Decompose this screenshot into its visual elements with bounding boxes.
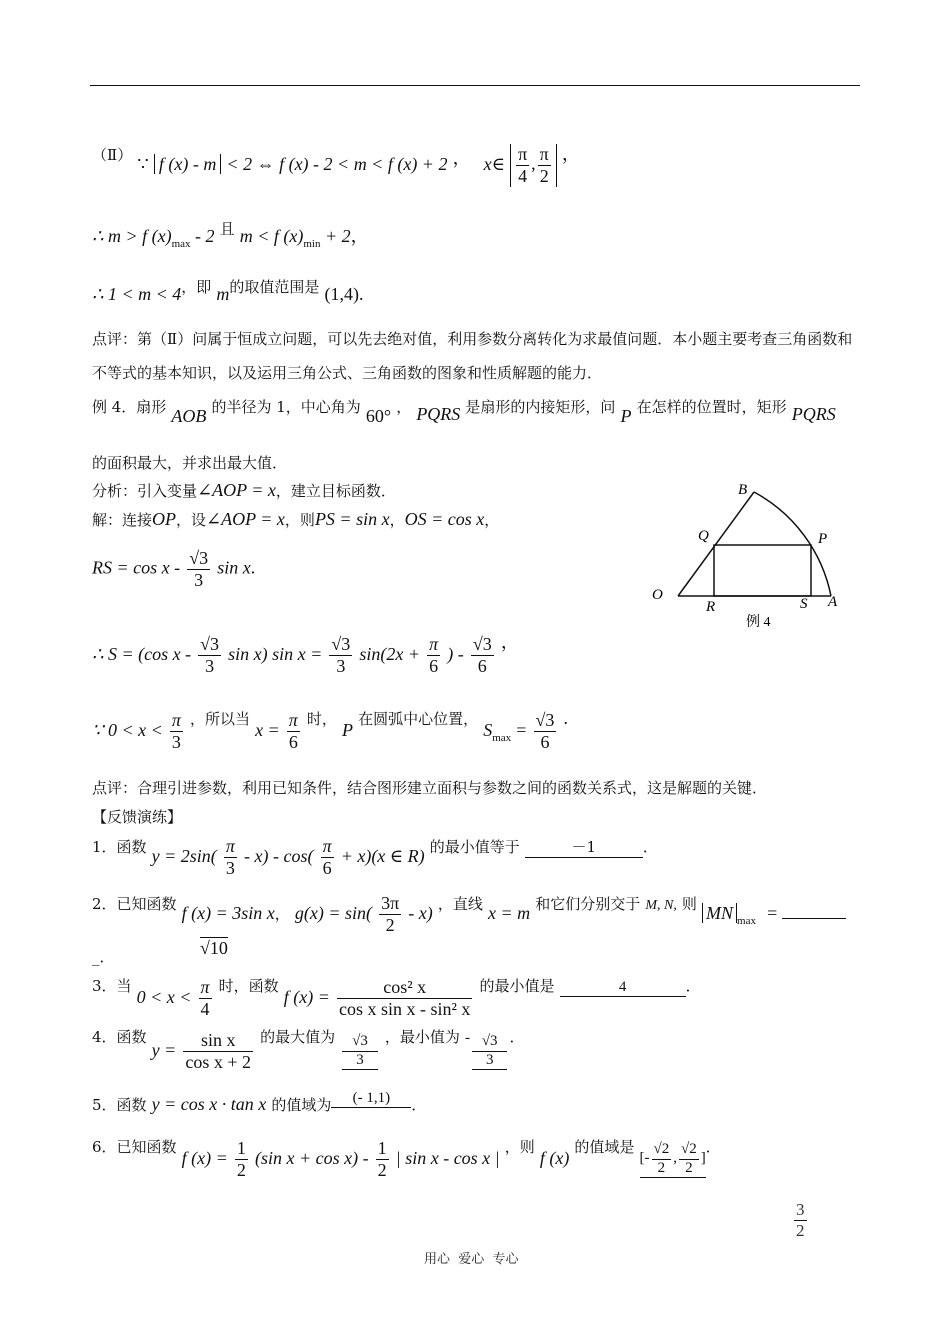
exercise-2: 2．已知函数 f (x) = 3sin x， g(x) = sin( $\frac{3\pi}{2}$ - x) ，直线 x = m 和它们分别交于 M, N, 则 MN $_{max}$ = — [92, 893, 846, 936]
part2-line2: ∴ m > f $(x)_{max} - 2$ 且 m < f $(x)_{min} + 2$， — [92, 220, 369, 250]
comment-2: 点评：合理引进参数，利用已知条件，结合图形建立面积与参数之间的函数关系式，这是解题的关键． — [92, 779, 768, 797]
ex4-analysis: 分析：引入变量∠AOP = x，建立目标函数． — [92, 480, 396, 500]
ex4-because: ∵ 0 < x < $\frac{\pi}{3}$ ，所以当 x = $\frac{\pi}{6}$ 时， P 在圆弧中心位置， $S_{max}$ = $\frac{√3}{6}$ . — [92, 708, 569, 752]
label-R: R — [706, 599, 716, 615]
domain-interval: $\frac{\pi}{4}$ , $\frac{\pi}{2}$ — [510, 144, 557, 186]
ex4-line2: 的面积最大，并求出最大值． — [92, 454, 288, 472]
feedback-title: 【反馈演练】 — [92, 808, 183, 826]
sector-figure — [640, 475, 850, 635]
footer-text: 用心 爱心 专心 — [424, 1252, 519, 1267]
part2-line3: ∴ 1 < m < 4，即 m的取值范围是 (1,4). — [92, 278, 364, 304]
header-rule — [90, 85, 860, 86]
radius-ob — [678, 492, 754, 596]
rs-formula: RS = cos x - $\frac{√3}{3}$ sin x. — [92, 548, 256, 590]
part-label: （Ⅱ） — [92, 146, 133, 164]
answer-4-max: $\frac{√3}{3}$ — [342, 1033, 378, 1070]
label-O: O — [652, 587, 663, 603]
exercise-5: 5．函数 y = cos x · tan x 的值域为 (- 1,1) ． — [92, 1090, 427, 1114]
figure-caption: 例 4 — [746, 615, 771, 630]
rectangle-pqrs — [714, 545, 811, 596]
answer-3: 4 — [560, 979, 686, 997]
exercise-2-tail: _． — [92, 948, 115, 966]
ex4-solution: 解：连接OP，设∠AOP = x，则PS = sin x，OS = cos x， — [92, 509, 500, 529]
because-symbol: ∵ — [137, 154, 149, 174]
answer-5: (- 1,1) — [331, 1090, 411, 1108]
answer-2: √10 — [200, 938, 228, 958]
abs-expression: f (x) - m — [154, 154, 221, 174]
ex4-line1: 例 4．扇形 AOB 的半径为 1，中心角为 60° ， PQRS 是扇形的内接矩形，问 P 在怎样的位置时，矩形 PQRS — [92, 398, 836, 426]
label-Q: Q — [698, 528, 709, 544]
label-S: S — [800, 596, 808, 612]
answer-1: －1 — [525, 836, 643, 858]
exercise-6: 6．已知函数 f (x) = $\frac{1}{2}$ (sin x + cos x) - $\frac{1}{2}$ | sin x - cos x | ，则 f (x) 的值域是 [- $\frac{√2}{2}$ , $\frac{√2}{2}$ ]． — [92, 1138, 721, 1180]
page-number: $\frac{3}{2}$ — [796, 1200, 805, 1240]
label-A: A — [828, 594, 838, 610]
domain-var: x∈ — [483, 154, 505, 174]
exercise-4: 4．函数 y = $\frac{\text{sin x}}{\text{cos x + 2}}$ 的最大值为 $\frac{√3}{3}$ ，最小值为 - $\frac{√3}{3}$ ． — [92, 1028, 525, 1072]
answer-2-blank — [782, 900, 846, 919]
label-P: P — [818, 531, 828, 547]
answer-6: [- $\frac{√2}{2}$ , $\frac{√2}{2}$ ] — [640, 1141, 706, 1178]
s-formula: ∴ S = (cos x - $\frac{√3}{3}$ sin x) sin x = $\frac{√3}{3}$ sin(2x + $\frac{\pi}{6}$ ) - $\frac{√3}{6}$ ， — [92, 632, 519, 676]
part2-line1: （Ⅱ） ∵ f (x) - m < 2 ⇔ f (x) - 2 < m < f (x) + 2 ， x∈ $\frac{\pi}{4}$ , $\frac{\pi}{2}$ ， — [92, 144, 580, 186]
comment-1: 点评：第（Ⅱ）问属于恒成立问题，可以先去绝对值，利用参数分离转化为求最值问题．本小题主要考查三角函数和不等式的基本知识，以及运用三角公式、三角函数的图象和性质解题的能力． — [92, 330, 853, 382]
answer-4-min: $\frac{√3}{3}$ — [472, 1033, 508, 1070]
label-B: B — [738, 482, 748, 498]
equivalence: < 2 ⇔ f (x) - 2 < m < f (x) + 2 — [226, 154, 448, 174]
exercise-3: 3．当 0 < x < $\frac{\pi}{4}$ 时，函数 f (x) = $\frac{\text{cos² x}}{\text{cos x sin x - sin² x}}$ 的最小值是 4 ． — [92, 977, 701, 1019]
exercise-1: 1．函数 y = 2sin( $\frac{\pi}{3}$ - x) - cos( $\frac{\pi}{6}$ + x)(x ∈ R) 的最小值等于 －1 ． — [92, 836, 658, 878]
